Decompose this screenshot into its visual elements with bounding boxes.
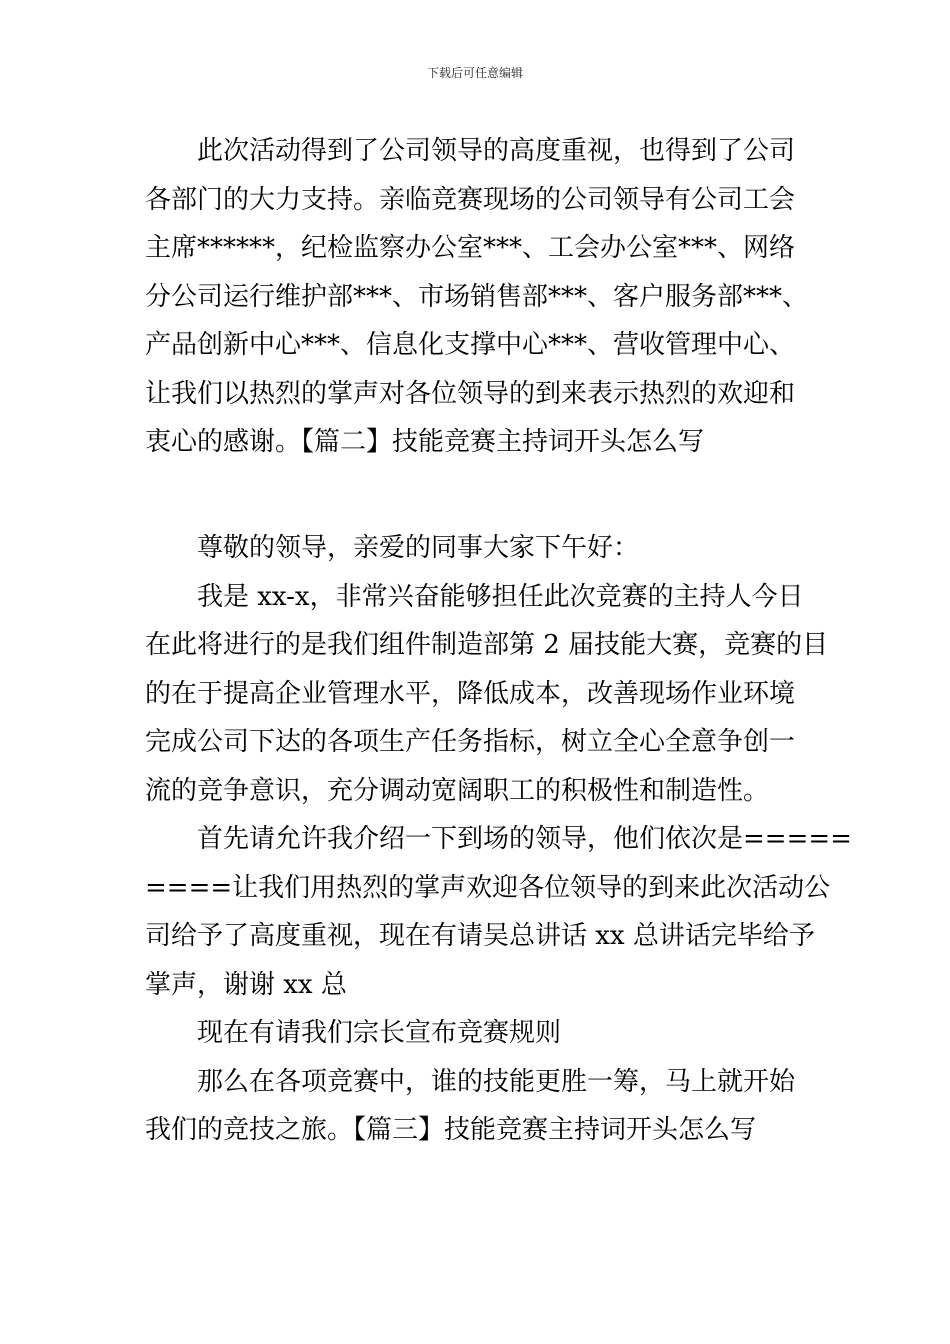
paragraph-line: 那么在各项竞赛中，谁的技能更胜一筹，马上就开始: [197, 1066, 796, 1097]
paragraph-line: 分公司运行维护部***、市场销售部***、客户服务部***、: [145, 281, 809, 312]
paragraph-line: 在此将进行的是我们组件制造部第 2 届技能大赛，竞赛的目: [145, 630, 829, 660]
paragraph-line: 主席******，纪检监察办公室***、工会办公室***、网络: [145, 233, 796, 263]
page-header: 下载后可任意编辑: [426, 66, 523, 80]
paragraph-line: 流的竞争意识，充分调动宽阔职工的积极性和制造性。: [145, 775, 770, 806]
section-1-body: [145, 127, 810, 467]
paragraph-line: 的在于提高企业管理水平，降低成本，改善现场作业环境: [145, 678, 796, 709]
paragraph-line: 此次活动得到了公司领导的高度重视，也得到了公司: [197, 136, 796, 166]
paragraph-line: 司给予了高度重视，现在有请吴总讲话 xx 总讲话完毕给予: [145, 921, 815, 951]
paragraph-line: 各部门的大力支持。亲临竞赛现场的公司领导有公司工会: [145, 184, 796, 215]
paragraph-line: 完成公司下达的各项生产任务指标，树立全心全意争创一: [145, 727, 796, 757]
paragraph-line: 我是 xx-x，非常兴奋能够担任此次竞赛的主持人今日: [197, 581, 804, 612]
paragraph-line: ====让我们用热烈的掌声欢迎各位领导的到来此次活动公: [145, 872, 831, 903]
section-2-body: [145, 524, 852, 1155]
greeting-line: 尊敬的领导，亲爱的同事大家下午好：: [197, 533, 640, 563]
paragraph-line: 产品创新中心***、信息化支撑中心***、营收管理中心、: [145, 330, 796, 360]
paragraph-line: 衷心的感谢。【篇二】技能竞赛主持词开头怎么写: [145, 427, 705, 457]
paragraph-line: 让我们以热烈的掌声对各位领导的到来表示热烈的欢迎和: [145, 378, 796, 409]
paragraph-line: 现在有请我们宗长宣布竞赛规则: [197, 1018, 562, 1048]
paragraph-line: 掌声，谢谢 xx 总: [145, 969, 347, 1000]
paragraph-line: 首先请允许我介绍一下到场的领导，他们依次是=====: [197, 824, 852, 854]
paragraph-line: 我们的竞技之旅。【篇三】技能竞赛主持词开头怎么写: [145, 1115, 757, 1145]
